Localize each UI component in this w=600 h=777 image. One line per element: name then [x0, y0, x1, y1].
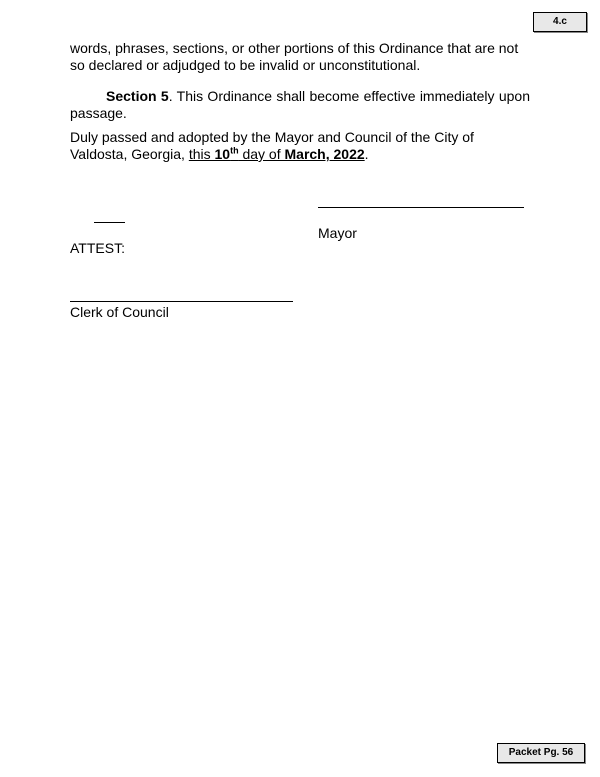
- clerk-label: Clerk of Council: [70, 304, 169, 320]
- mayor-label: Mayor: [318, 225, 357, 241]
- adoption-day-number: 10: [214, 146, 231, 162]
- adoption-date-underlined: [189, 146, 365, 162]
- section-text: . This Ordinance shall become effective immediately upon passage.: [70, 88, 530, 121]
- adoption-day-of: day of: [238, 146, 285, 162]
- agenda-item-tag: 4.c: [533, 12, 587, 32]
- clerk-signature-line: [70, 301, 293, 302]
- paragraph-section-5: [70, 88, 530, 122]
- paragraph-continuation: words, phrases, sections, or other portions of this Ordinance that are not so declared or adjudged to be invalid or unconstitutional.: [70, 40, 519, 73]
- packet-page-number: Packet Pg. 56: [497, 743, 585, 763]
- adoption-this: this: [188, 146, 215, 162]
- paragraph-adoption: [70, 129, 530, 163]
- adoption-period: .: [364, 146, 369, 162]
- adoption-month-year: March, 2022: [284, 146, 365, 162]
- adoption-text: Duly passed and adopted by the Mayor and Council of the City of Valdosta, Georgia,: [70, 129, 474, 162]
- adoption-day-suffix: th: [230, 145, 239, 156]
- attest-label: ATTEST:: [70, 240, 125, 256]
- mayor-signature-line: [318, 207, 524, 208]
- adoption-day: [215, 146, 239, 162]
- short-signature-line: [94, 222, 125, 223]
- section-heading: Section 5: [106, 88, 169, 104]
